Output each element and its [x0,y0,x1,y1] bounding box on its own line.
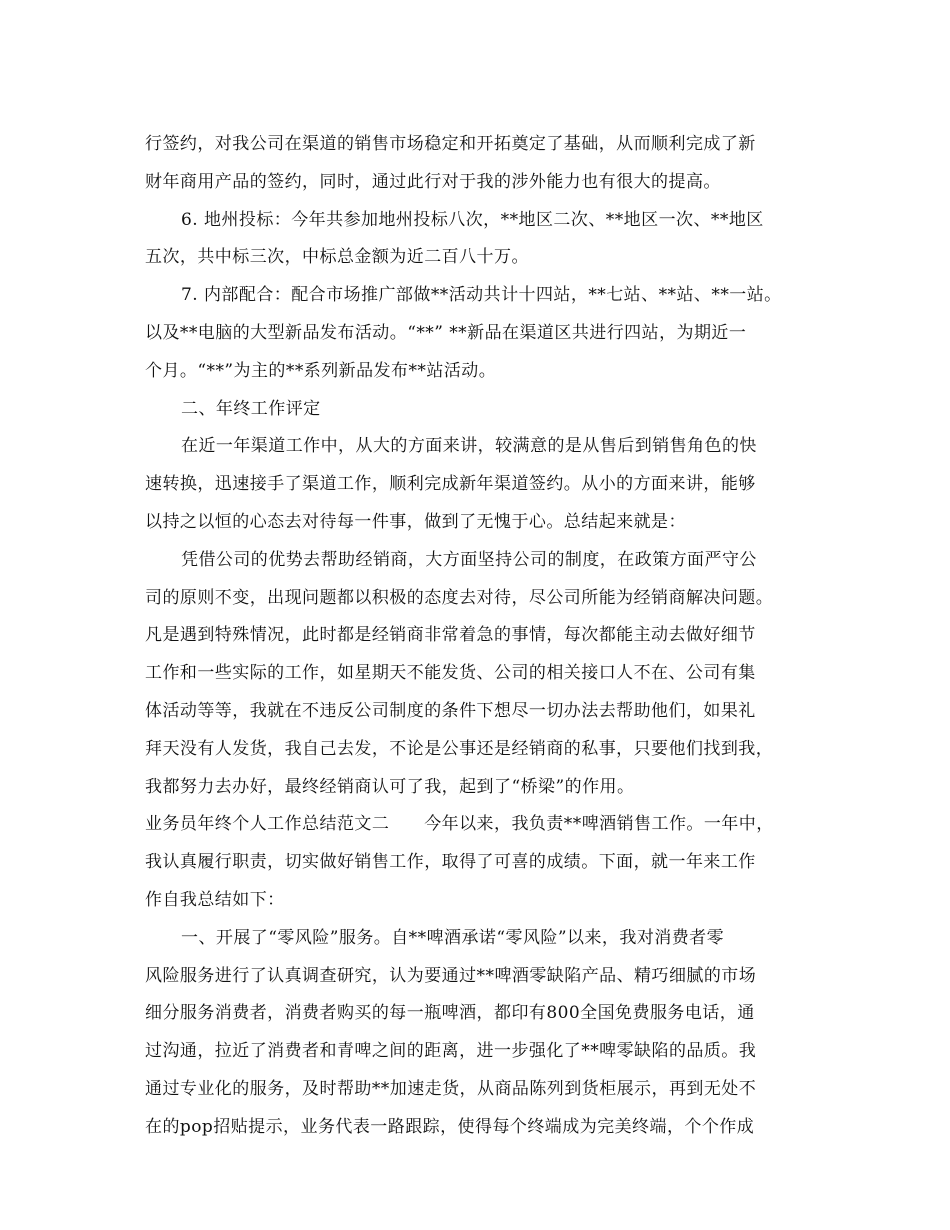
document-body [145,126,805,1147]
text-line: 我都努力去办好，最终经销商认可了我，起到了“桥梁”的作用。 [145,776,635,797]
text-line: 7. 内部配合：配合市场推广部做**活动共计十四站，**七站、**站、**一站。 [181,285,782,306]
text-line: 细分服务消费者，消费者购买的每一瓶啤酒，都印有800全国免费服务电话，通 [145,1003,755,1024]
text-line: 6. 地州投标：今年共参加地州投标八次，**地区二次、**地区一次、**地区 [181,209,764,230]
text-line: 凭借公司的优势去帮助经销商，大方面坚持公司的制度，在政策方面严守公 [181,549,757,570]
text-line: 一、开展了“零风险”服务。自**啤酒承诺“零风险”以来，我对消费者零 [181,927,725,948]
text-line: 业务员年终个人工作总结范文二 今年以来，我负责**啤酒销售工作。一年中， [145,814,774,835]
text-line: 在近一年渠道工作中，从大的方面来讲，较满意的是从售后到销售角色的快 [181,436,757,457]
text-line: 五次，共中标三次，中标总金额为近二百八十万。 [145,247,529,268]
text-line: 拜天没有人发货，我自己去发，不论是公事还是经销商的私事，只要他们找到我， [145,738,774,759]
text-line: 在的pop招贴提示，业务代表一路跟踪，使得每个终端成为完美终端，个个作成 [145,1116,755,1137]
text-line: 行签约，对我公司在渠道的销售市场稳定和开拓奠定了基础，从而顺利完成了新 [145,134,756,154]
text-line: 速转换，迅速接手了渠道工作，顺利完成新年渠道签约。从小的方面来讲，能够 [145,474,756,495]
text-line: 以及**电脑的大型新品发布活动。“**” **新品在渠道区共进行四站，为期近一 [145,322,747,343]
text-line: 作自我总结如下： [145,889,285,910]
text-line: 我认真履行职责，切实做好销售工作，取得了可喜的成绩。下面，就一年来工作 [145,852,756,873]
text-line: 财年商用产品的签约，同时，通过此行对于我的涉外能力也有很大的提高。 [145,171,721,192]
text-line: 通过专业化的服务，及时帮助**加速走货，从商品陈列到货柜展示，再到无处不 [145,1078,757,1099]
text-line: 体活动等等，我就在不违反公司制度的条件下想尽一切办法去帮助他们，如果礼 [145,700,756,721]
text-line: 工作和一些实际的工作，如星期天不能发货、公司的相关接口人不在、公司有集 [145,663,756,684]
text-line: 过沟通，拉近了消费者和青啤之间的距离，进一步强化了**啤零缺陷的品质。我 [145,1041,757,1062]
text-line: 风险服务进行了认真调查研究，认为要通过**啤酒零缺陷产品、精巧细腻的市场 [145,965,757,986]
text-line: 二、年终工作评定 [181,398,321,419]
text-line: 司的原则不变，出现问题都以积极的态度去对待，尽公司所能为经销商解决问题。 [145,587,774,608]
text-line: 以持之以恒的心态去对待每一件事，做到了无愧于心。总结起来就是： [145,511,686,532]
text-line: 个月。“**”为主的**系列新品发布**站活动。 [145,360,497,381]
text-line: 凡是遇到特殊情况，此时都是经销商非常着急的事情，每次都能主动去做好细节 [145,625,756,646]
